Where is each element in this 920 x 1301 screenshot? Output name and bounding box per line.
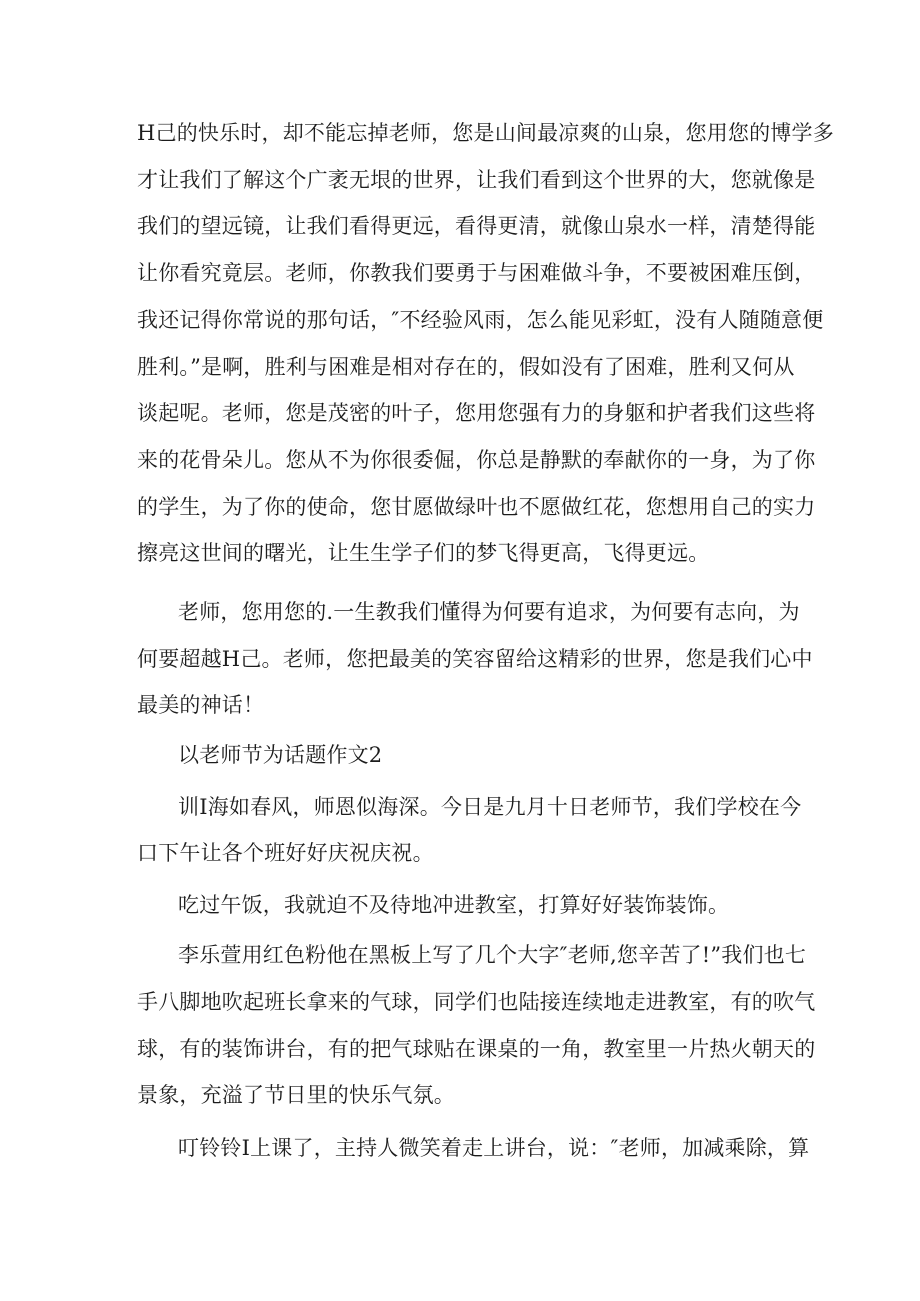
text-line: 叮铃铃I上课了，主持人微笑着走上讲台，说：″老师，加减乘除，算	[178, 1136, 810, 1160]
text-line: 球，有的装饰讲台，有的把气球贴在课桌的一角，教室里一片热火朝天的	[137, 1037, 816, 1061]
text-line: 谈起呢。老师，您是茂密的叶子，您用您强有力的身躯和护者我们这些将	[137, 401, 816, 425]
text-line: 何要超越H己。老师，您把最美的笑容留给这精彩的世界，您是我们心中	[137, 647, 813, 671]
text-line: 擦亮这世间的曙光，让生生学子们的梦飞得更高，飞得更远。	[137, 541, 710, 565]
text-line: 胜利。”是啊，胜利与困难是相对存在的，假如没有了困难，胜利又何从	[137, 355, 795, 379]
text-line: 我还记得你常说的那句话，″不经验风雨，怎么能见彩虹，没有人随随意便	[137, 308, 824, 332]
section-heading: 以老师节为话题作文2	[178, 743, 383, 767]
text-line: 我们的望远镜，让我们看得更远，看得更清，就像山泉水一样，清楚得能	[137, 214, 816, 238]
text-line: 老师，您用您的.一生教我们懂得为何要有追求，为何要有志向，为	[178, 600, 800, 624]
text-line: H己的快乐时，却不能忘掉老师，您是山间最凉爽的山泉，您用您的博学多	[137, 121, 834, 145]
text-line: 手八脚地吹起班长拿来的气球，同学们也陆接连续地走进教室，有的吹气	[137, 990, 816, 1014]
text-line: 最美的神话！	[137, 693, 265, 717]
text-line: 景象，充溢了节日里的快乐气氛。	[137, 1083, 455, 1107]
text-line: 的学生，为了你的使命，您甘愿做绿叶也不愿做红花，您想用自己的实力	[137, 495, 816, 519]
text-line: 来的花骨朵儿。您从不为你很委倔，你总是静默的奉献你的一身，为了你	[137, 448, 816, 472]
text-line: 口下午让各个班好好庆祝庆祝。	[137, 841, 434, 865]
text-line: 才让我们了解这个广袤无垠的世界，让我们看到这个世界的大，您就像是	[137, 168, 816, 192]
text-line: 吃过午饭，我就迫不及待地冲进教室，打算好好装饰装饰。	[178, 893, 730, 917]
text-line: 李乐萱用红色粉他在黑板上写了几个大字″老师,您辛苦了!”我们也七	[178, 943, 807, 967]
text-line: 让你看究竟层。老师，你教我们要勇于与困难做斗争，不要被困难压倒，	[137, 261, 816, 285]
text-line: 训I海如春风，师恩似海深。今日是九月十日老师节，我们学校在今	[178, 795, 802, 819]
